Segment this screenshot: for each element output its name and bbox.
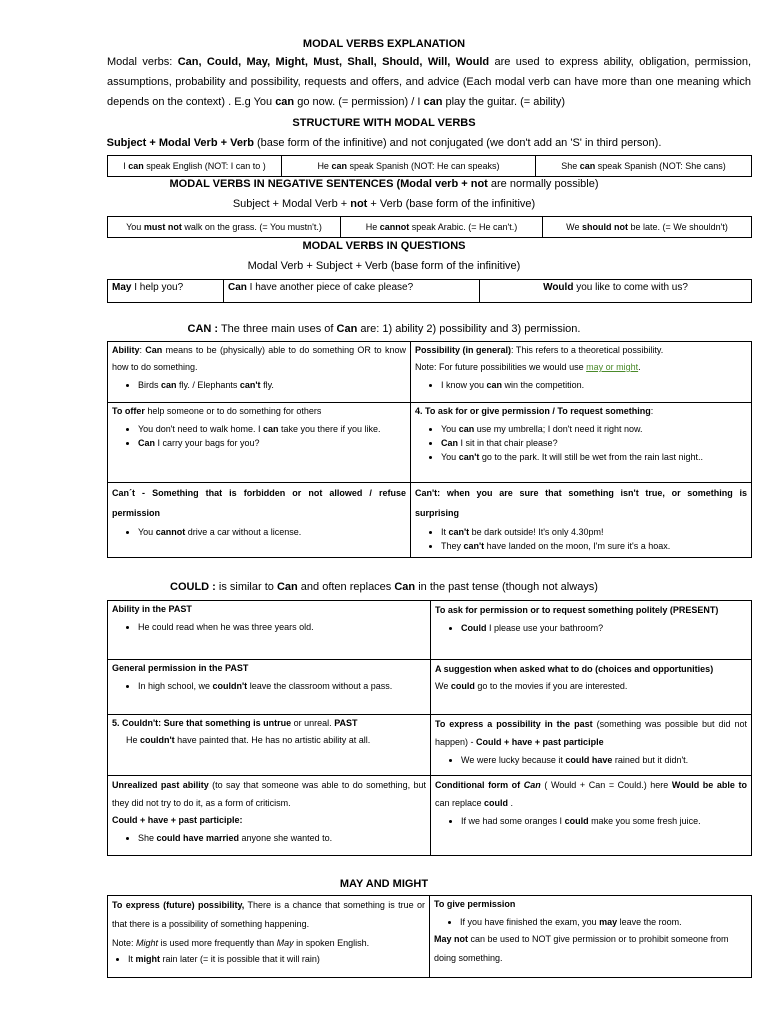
structure-formula [0,137,768,149]
structure-heading: STRUCTURE WITH MODAL VERBS [292,117,476,129]
list-item: • You can't go to the park. It will still be wet from the rain last night.. [441,451,747,463]
could-couldnt-cell: 5. Couldn't: Sure that something is untrue or unreal. PAST He couldn't have painted that. He has no artistic ability at all. [108,715,431,776]
question-cell-1: May I help you? [108,280,224,303]
can-forbidden-cell: Can´t - Something that is forbidden or not allowed / refuse permission • You cannot drive a car without a license. [108,483,411,558]
list-item: • Birds can fly. / Elephants can't fly. [138,379,406,391]
could-suggestion-cell: A suggestion when asked what to do (choices and opportunities) We could go to the movies if you are interested. [431,660,752,715]
could-unrealized-cell: Unrealized past ability (to say that someone was able to do something, but they did not try to do it, as a form of criticism. Could + have + past participle: • She could have married anyone she wanted to. [108,776,431,856]
negative-heading [0,178,768,190]
may-might-heading: MAY AND MIGHT [339,878,429,890]
list-item: • She could have married anyone she wanted to. [138,832,426,844]
negative-heading-rest: are normally possible) [487,178,599,190]
questions-table [107,279,752,303]
list-item: • You don't need to walk home. I can take you there if you like. [138,423,406,435]
can-possibility-cell: Possibility (in general): This refers to a theoretical possibility. Note: For future possibilities we would use may or might. • I know you can win the competition. [411,342,752,403]
could-past-ability-cell: Ability in the PAST • He could read when he was three years old. [108,601,431,660]
may-might-table [107,895,752,978]
structure-formula-bold: Subject + Modal Verb + Verb [106,137,254,149]
negative-cell-3: We should not be late. (= We shouldn't) [543,217,752,238]
intro-lead: Modal verbs: [107,56,178,68]
question-cell-3: Would you like to come with us? [480,280,752,303]
structure-formula-rest: (base form of the infinitive) and not conjugated (we don't add an 'S' in third person). [253,137,662,149]
negative-cell-1: You must not walk on the grass. (= You mustn't.) [108,217,341,238]
intro-bold-2: can [423,96,443,108]
could-conditional-cell: Conditional form of Can ( Would + Can = Could.) here Would be able to can replace could . • If we had some oranges I could make you some fresh juice. [431,776,752,856]
list-item: • He could read when he was three years old. [138,621,426,633]
can-ability-cell: Ability: Can means to be (physically) able to do something OR to know how to do something. • Birds can fly. / Elephants can't fly. [108,342,411,403]
intro-mid: go now. (= permission) / I [294,96,424,108]
questions-heading: MODAL VERBS IN QUESTIONS [302,240,466,252]
questions-formula: Modal Verb + Subject + Verb (base form of the infinitive) [247,260,521,272]
could-table [107,600,752,856]
question-cell-2: Can I have another piece of cake please? [224,280,480,303]
intro-bold-1: can [275,96,295,108]
could-ask-permission-cell: To ask for permission or to request something politely (PRESENT) • Could I please use your bathroom? [431,601,752,660]
list-item: • You cannot drive a car without a license. [138,526,406,538]
negative-heading-bold: MODAL VERBS IN NEGATIVE SENTENCES (Modal verb + not [169,178,488,190]
list-item: • We were lucky because it could have rained but it didn't. [461,754,747,766]
intro-end: play the guitar. (= ability) [442,96,566,108]
can-offer-cell: To offer help someone or to do something for others • You don't need to walk home. I can take you there if you like. • Can I carry your bags for you? [108,403,411,483]
may-give-permission-cell: To give permission • If you have finished the exam, you may leave the room. May not can be used to NOT give permission or to prohibit someone from doing something. [430,896,752,978]
intro-paragraph [107,52,751,112]
negative-cell-2: He cannot speak Arabic. (= He can't.) [341,217,543,238]
list-item: • Can I carry your bags for you? [138,437,406,449]
list-item: • Can I sit in that chair please? [441,437,747,449]
could-heading: COULD : is similar to Can and often replaces Can in the past tense (though not always) [170,581,598,593]
list-item: • It can't be dark outside! It's only 4.30pm! [441,526,747,538]
list-item: • If we had some oranges I could make you some fresh juice. [461,815,747,827]
structure-cell-2: He can speak Spanish (NOT: He can speaks) [282,156,536,177]
list-item: • It might rain later (= it is possible that it will rain) [128,953,425,965]
list-item: • In high school, we couldn't leave the classroom without a pass. [138,680,426,692]
can-sure-cell: Can't: when you are sure that something isn't true, or something is surprising • It can't be dark outside! It's only 4.30pm! • They can't have landed on the moon, I'm sure it's a hoax. [411,483,752,558]
structure-cell-3: She can speak Spanish (NOT: She cans) [536,156,752,177]
may-future-cell: To express (future) possibility, There is a chance that something is true or that there is a possibility of something happening. Note: Might is used more frequently than May in spoken English. • It might rain later (= it is possible that it will rain) [108,896,430,978]
could-past-possibility-cell: To express a possibility in the past (something was possible but did not happen) - Could + have + past participle • We were lucky because it could have rained but it didn't. [431,715,752,776]
structure-cell-1: I can speak English (NOT: I can to ) [108,156,282,177]
structure-table [107,155,752,177]
negative-formula: Subject + Modal Verb + not + Verb (base form of the infinitive) [232,198,536,210]
may-or-might-link[interactable]: may or might [586,362,639,372]
can-heading: CAN : The three main uses of Can are: 1) ability 2) possibility and 3) permission. [187,323,581,335]
list-item: • I know you can win the competition. [441,379,747,391]
can-permission-cell: 4. To ask for or give permission / To request something: • You can use my umbrella; I don't need it right now. • Can I sit in that chair please? • You can't go to the park. It will still be wet from the rain last night.. [411,403,752,483]
list-item: • Could I please use your bathroom? [461,622,747,634]
list-item: • If you have finished the exam, you may leave the room. [460,916,747,928]
list-item: • They can't have landed on the moon, I'm sure it's a hoax. [441,540,747,552]
page-title: MODAL VERBS EXPLANATION [302,38,466,50]
list-item: • You can use my umbrella; I don't need it right now. [441,423,747,435]
can-table [107,341,752,558]
intro-verbs: Can, Could, May, Might, Must, Shall, Should, Will, Would [177,56,490,68]
negative-table [107,216,752,238]
intro-rest: are used to express ability, obligation, permission, assumptions, probability and possibility, requests and offers, and advice (Each modal verb can have more than one meaning which depends on the context) . E.g You [107,56,752,108]
could-general-permission-cell: General permission in the PAST • In high school, we couldn't leave the classroom without a pass. [108,660,431,715]
